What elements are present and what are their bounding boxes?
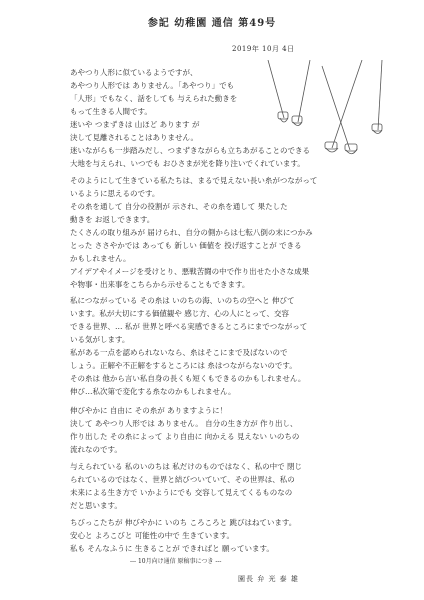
issue-date: 2019年 10月 4日 [232, 45, 295, 53]
footer-note: --- 10月向け通信 原稿事につき --- [130, 558, 222, 565]
paragraph-invisible-thread: そのようにして生きている私たちは、まるで見えない長い糸がつながって いるように思えるのです。 その糸を通して 自分の役割が 示され、その糸を通して 果たした 動きを お返しできます。 たくさんの取り組みが 届けられ、自分の側からは七転八倒の末につかみ とった ささやかでは あっても 新しい 価値を 投げ返すことが できる かもしれません。 アイデアやイメージを受けとり、悪戦苦闘の中で作り出せた小さな成果 や物事・出来事をこちらから示せることもできます。 [70, 176, 318, 289]
newsletter-title: 参記 幼稚園 通信 第49号 [147, 18, 277, 29]
paragraph-intro: あやつり人形に似ているようですが、 あやつり人形では ありません。「あやつり」でも 「人形」でもなく、話をしても 与えられた動きを もって生きる人間です。 迷いや つまずきは 山ほど あります が 決して見離されることはありません。 迷いながらも一歩踏みだし、つまずきながらも立ちあがることのできる 大地を与えられ、いつでも おひさまが光を降り注いでくれています。 [70, 68, 310, 168]
paragraph-life-given: 与えられている 私のいのちは 私だけのものではなく、私の中で 閉じ られているのではなく、世界と結びついていて、その世界は、私の 未来による生き方で いかようにでも 交容して見えてくるものなの だと思います。 [70, 462, 303, 510]
paragraph-freedom: 伸びやかに 自由に その糸が ありますように！ 決して あやつり人形では ありません。 自分の生き方が 作り出し、 作り出した その糸によって より自由に 向かえる 見えない いのちの 流れなのです。 [70, 406, 300, 454]
paragraph-connection: 私につながっている その糸は いのちの海、いのちの空へと 伸びて います。私が大切にする価値観や 感じ方、心の人にとって、交容 できる世界、… 私が 世界と呼べる実感できるところにまでつながって いる気がします。 私がある一点を認められないなら、糸はそこにまで及ばないので しょう。正解や不正解をするところには 糸はつながらないのです。 その糸は 他から言い私自身の長くも短くもできるのかもしれません。 伸び…私次第で変化する糸なのかもしれません。 [70, 296, 308, 396]
author-signature: 園長 弁 光 泰 雄 [238, 575, 299, 583]
paragraph-children: ちびっこたちが 伸びやかに いのち ころころと 跳びはねています。 安心と よろこびと 可能性の中で 生きています。 私も そんなふうに 生きることが できればと 願っています。 [70, 518, 297, 553]
